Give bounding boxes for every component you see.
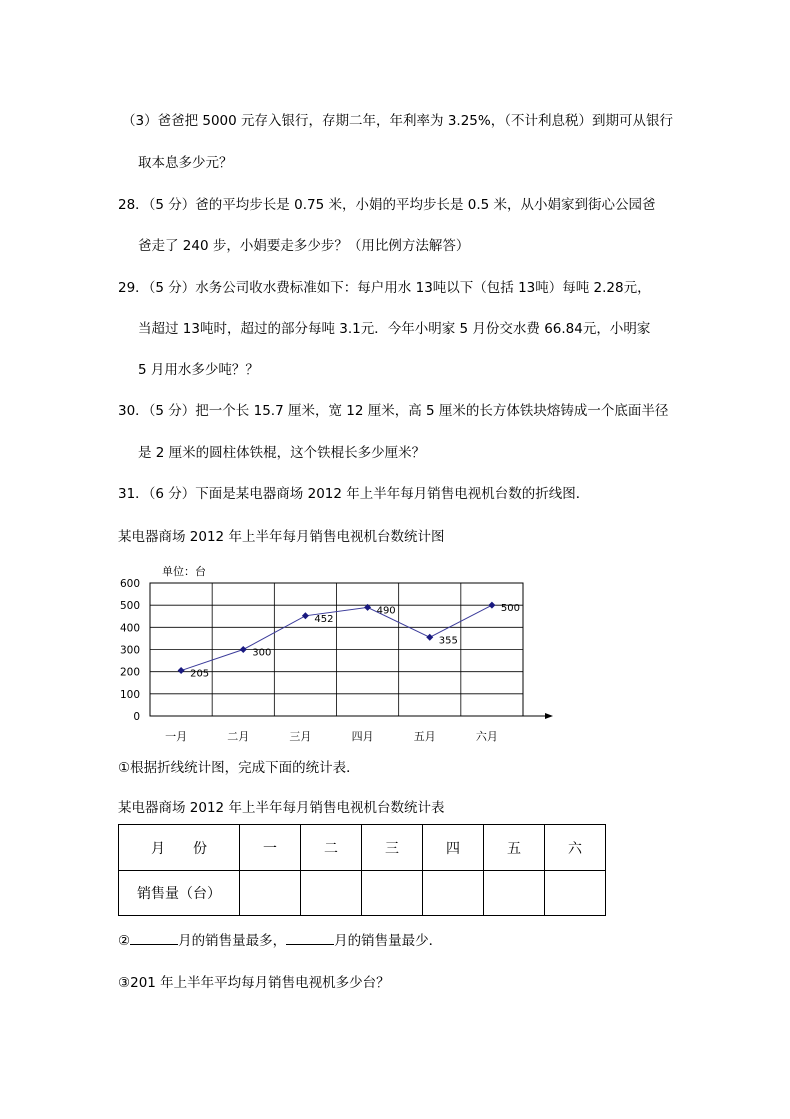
table-header-row xyxy=(119,825,606,871)
y-tick-label: 200 xyxy=(119,666,140,679)
x-tick-label: 五月 xyxy=(413,730,436,743)
line-chart xyxy=(110,555,570,745)
table-header-cell: 一 xyxy=(240,825,301,871)
table-header-cell: 二 xyxy=(301,825,362,871)
sub-question-1: ①根据折线统计图，完成下面的统计表． xyxy=(118,760,360,776)
q31-line1: 31．（6 分）下面是某电器商场 2012 年上半年每月销售电视机台数的折线图． xyxy=(118,486,590,502)
x-axis-arrow xyxy=(545,713,553,719)
data-point xyxy=(488,602,495,609)
x-tick-label: 二月 xyxy=(227,730,250,743)
data-label: 452 xyxy=(314,613,334,625)
table-header-cell: 四 xyxy=(423,825,484,871)
data-label: 355 xyxy=(438,635,458,647)
table-header-cell: 月 份 xyxy=(119,825,240,871)
q29-line3: 5 月用水多少吨？？ xyxy=(138,362,259,378)
x-tick-label: 六月 xyxy=(475,730,498,743)
table-caption: 某电器商场 2012 年上半年每月销售电视机台数统计表 xyxy=(118,800,445,816)
table-answer-cell[interactable] xyxy=(240,871,301,916)
table-answer-cell[interactable] xyxy=(301,871,362,916)
y-tick-label: 100 xyxy=(119,688,140,701)
q30-line2: 是 2 厘米的圆柱体铁棍，这个铁棍长多少厘米？ xyxy=(138,445,426,461)
y-tick-label: 300 xyxy=(119,644,140,657)
sub-question-3: ③201 年上半年平均每月销售电视机多少台？ xyxy=(118,975,390,991)
data-label: 490 xyxy=(376,605,396,617)
table-answer-cell[interactable] xyxy=(484,871,545,916)
data-label: 500 xyxy=(500,603,521,615)
sub-question-2 xyxy=(118,929,442,949)
q28-line2: 爸走了 240 步，小娟要走多少步？（用比例方法解答） xyxy=(138,238,470,254)
chart-unit-label: 单位：台 xyxy=(162,565,206,578)
chart-caption: 某电器商场 2012 年上半年每月销售电视机台数统计图 xyxy=(118,529,445,545)
data-point xyxy=(426,634,433,641)
answer-blank-least[interactable] xyxy=(286,930,334,945)
q29-line1: 29．（5 分）水务公司收水费标准如下：每户用水 13吨以下（包括 13吨）每吨 2.28元， xyxy=(118,280,651,296)
q30-line1: 30．（5 分）把一个长 15.7 厘米，宽 12 厘米，高 5 厘米的长方体铁块熔铸成一个底面半径 xyxy=(118,403,669,419)
table-header-cell: 三 xyxy=(362,825,423,871)
data-label: 205 xyxy=(190,668,210,680)
sub2-marker: ② xyxy=(118,933,131,949)
table-answer-cell[interactable] xyxy=(362,871,423,916)
y-tick-label: 600 xyxy=(119,578,140,590)
q27-3-line1: （3）爸爸把 5000 元存入银行，存期二年，年利率为 3.25%，（不计利息税）到期可从银行 xyxy=(122,113,673,129)
x-tick-label: 一月 xyxy=(165,730,188,743)
x-tick-label: 三月 xyxy=(289,730,312,743)
q28-line1: 28．（5 分）爸的平均步长是 0.75 米，小娟的平均步长是 0.5 米，从小娟家到街心公园爸 xyxy=(118,197,656,213)
table-header-cell: 五 xyxy=(484,825,545,871)
data-point xyxy=(178,667,185,674)
x-tick-label: 四月 xyxy=(351,730,374,743)
table-row-label: 销售量（台） xyxy=(119,871,240,916)
y-tick-label: 400 xyxy=(119,622,140,635)
table-header-cell: 六 xyxy=(545,825,606,871)
data-point xyxy=(240,646,247,653)
table-answer-cell[interactable] xyxy=(423,871,484,916)
y-tick-label: 0 xyxy=(133,711,140,723)
table-row xyxy=(119,871,606,916)
stats-table xyxy=(118,824,606,916)
answer-blank-most[interactable] xyxy=(130,930,178,945)
q27-3-line2: 取本息多少元？ xyxy=(138,155,233,171)
data-label: 300 xyxy=(252,647,272,659)
q29-line2: 当超过 13吨时，超过的部分每吨 3.1元．今年小明家 5 月份交水费 66.84元，小明家 xyxy=(138,321,651,337)
table-answer-cell[interactable] xyxy=(545,871,606,916)
y-tick-label: 500 xyxy=(119,600,140,613)
data-point xyxy=(302,612,309,619)
sub2-text-least: 月的销售量最少． xyxy=(334,933,443,949)
sub2-text-most: 月的销售量最多， xyxy=(178,933,287,949)
